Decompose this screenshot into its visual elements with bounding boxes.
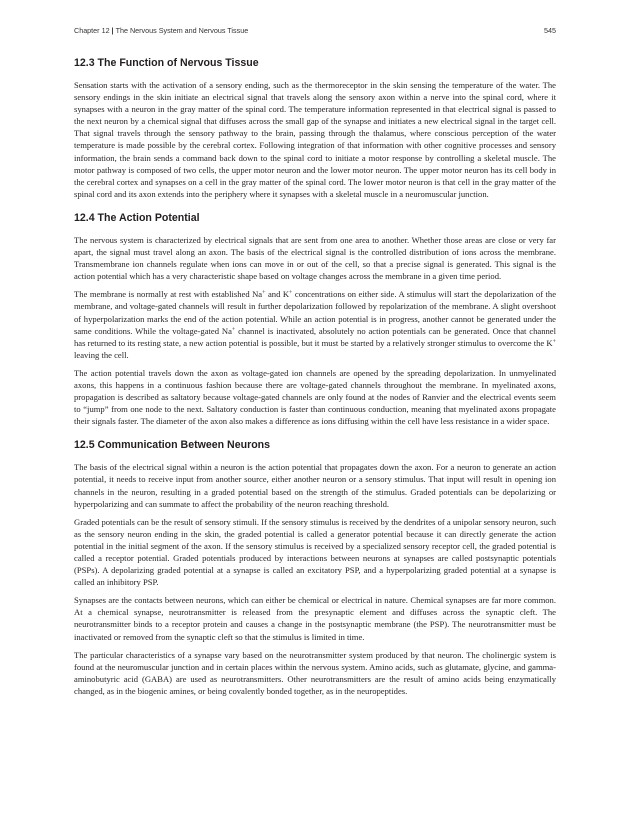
text-run: and K [265, 289, 290, 300]
superscript-plus: + [262, 290, 266, 297]
paragraph: Sensation starts with the activation of a sensory ending, such as the thermoreceptor in the skin sensing the temperature of the water. The sensory endings in the skin initiate an electrical signal that travels along the sensory axon within a nerve into the spinal cord, where it synapses with a neuron in the gray matter of the spinal cord. The temperature information represented in that electrical signal is passed to the next neuron by a chemical signal that diffuses across the small gap of the synapse and initiates a new electrical signal in the target cell. That signal travels through the sensory pathway to the brain, passing through the thalamus, where conscious perception of the water temperature is made possible by the cerebral cortex. Following integration of that information with other cognitive processes and sensory information, the brain sends a command back down to the spinal cord to initiate a motor response by controlling a skeletal muscle. The motor pathway is composed of two cells, the upper motor neuron and the lower motor neuron. The upper motor neuron has its cell body in the cerebral cortex and synapses on a cell in the gray matter of the spinal cord. The lower motor neuron is that cell in the gray matter of the spinal cord and its axon extends into the periphery where it synapses with a skeletal muscle in a neuromuscular junction. [74, 80, 556, 199]
page-number: 545 [544, 26, 556, 35]
header-separator: | [109, 26, 116, 35]
page-body [74, 56, 556, 703]
paragraph: The action potential travels down the axon as voltage-gated ion channels are opened by the spreading depolarization. In unmyelinated axons, this happens in a continuous fashion because there are voltage-gated channels throughout the membrane. In myelinated axons, propagation is described as saltatory because voltage-gated channels are only found at the nodes of Ranvier and the electrical events seem to “jump” from one node to the next. Saltatory conduction is faster than continuous conduction, meaning that myelinated axons propagate their signals faster. The diameter of the axon also makes a difference as ions diffusing within the cell have less resistance in a wider space. [74, 367, 556, 427]
text-run: leaving the cell. [74, 349, 129, 360]
text-run: The membrane is normally at rest with established Na [74, 289, 263, 300]
section-heading-12-3: 12.3 The Function of Nervous Tissue [74, 57, 259, 69]
text-run: channel is inactivated, absolutely no action potentials can be generated. Once that channel has returned to its resting state, a new action potential is possible, but it must be started by a relatively stronger stimulus to overcome the K [74, 325, 556, 348]
paragraph: Synapses are the contacts between neurons, which can either be chemical or electrical in nature. Chemical synapses are far more common. At a chemical synapse, neurotransmitter is released from the presynaptic element and diffuses across the synaptic cleft. The neurotransmitter binds to a receptor protein and causes a change in the postsynaptic membrane (the PSP). The neurotransmitter must be inactivated or removed from the synaptic cleft so that the stimulus is limited in time. [74, 595, 556, 642]
paragraph: The nervous system is characterized by electrical signals that are sent from one area to another. Whether those areas are close or very far apart, the signal must travel along an axon. The basis of the electrical signal is the controlled distribution of ions across the membrane. Transmembrane ion channels regulate when ions can move in or out of the cell, so that a precise signal is generated. This signal is the action potential which has a very characteristic shape based on voltage changes across the membrane in a given time period. [74, 234, 556, 282]
chapter-name: The Nervous System and Nervous Tissue [115, 26, 249, 35]
superscript-plus: + [552, 338, 556, 345]
text-run: concentrations on either side. A stimulus will start the depolarization of the membrane, and voltage-gated channels will result in further depolarization followed by repolarization of the membrane. A slight overshoot of hyperpolarization marks the end of the action potential. While an action potential is in progress, another cannot be generated under the same conditions. While the voltage-gated Na [74, 289, 557, 336]
paragraph: Graded potentials can be the result of sensory stimuli. If the sensory stimulus is received by the dendrites of a unipolar sensory neuron, such as the sensory neuron ending in the skin, the graded potential is called a generator potential because it can directly generate the action potential in the initial segment of the axon. If the sensory stimulus is received by a specialized sensory receptor cell, the graded potential is called a receptor potential. Graded potentials produced by interactions between neurons at synapses are called postsynaptic potentials (PSPs). A depolarizing graded potential at a synapse is called an excitatory PSP, and a hyperpolarizing graded potential at a synapse is called an inhibitory PSP. [74, 516, 556, 588]
superscript-plus: + [231, 326, 236, 333]
chapter-label: Chapter 12 [74, 26, 110, 35]
paragraph: The basis of the electrical signal within a neuron is the action potential that propagates down the axon. For a neuron to generate an action potential, it needs to receive input from another source, either another neuron or a sensory stimulus. That input will result in opening ion channels in the neuron, resulting in a graded potential based on the strength of the stimulus. Graded potentials can be depolarizing or hyperpolarizing and can summate to affect the probability of the neuron reaching threshold. [74, 462, 556, 509]
paragraph-membrane-rest [74, 288, 556, 361]
superscript-plus: + [289, 290, 293, 297]
paragraph: The particular characteristics of a synapse vary based on the neurotransmitter system produced by that neuron. The cholinergic system is found at the neuromuscular junction and in certain places within the nervous system. Amino acids, such as glutamate, glycine, and gamma-aminobutyric acid (GABA) are used as neurotransmitters. Other neurotransmitters are the result of amino acids being enzymatically changed, as in the biogenic amines, or being covalently bonded together, as in the neuropeptides. [74, 649, 556, 696]
section-heading-12-4: 12.4 The Action Potential [74, 211, 200, 224]
running-header [74, 25, 556, 37]
chapter-title [74, 25, 248, 37]
section-heading-12-5: 12.5 Communication Between Neurons [74, 439, 271, 452]
